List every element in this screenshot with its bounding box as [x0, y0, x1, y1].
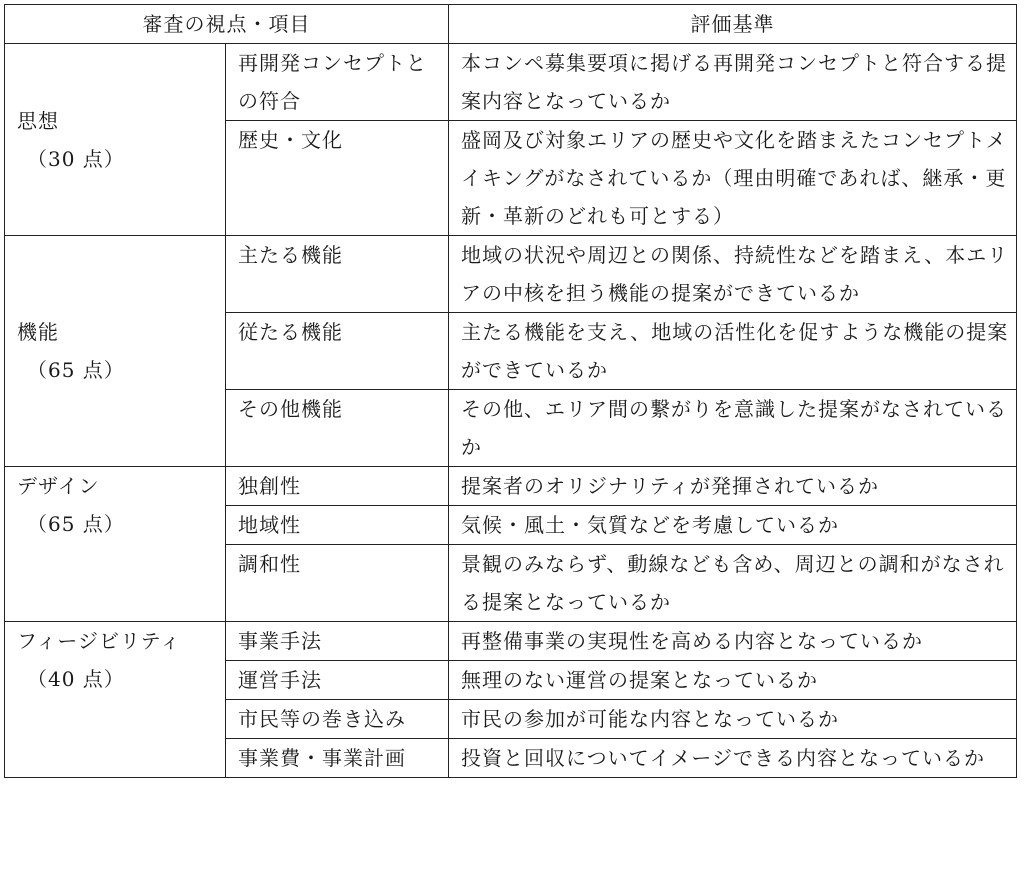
category-cell: [5, 467, 226, 622]
item-cell: 主たる機能: [226, 236, 449, 313]
category-points: （65 点）: [27, 512, 125, 536]
criteria-cell: 地域の状況や周辺との関係、持続性などを踏まえ、本エリアの中核を担う機能の提案ができているか: [449, 236, 1017, 313]
item-cell: 市民等の巻き込み: [226, 700, 449, 739]
category-cell: [5, 44, 226, 236]
category-cell: [5, 622, 226, 778]
table-row: [5, 44, 1017, 121]
category-points: （65 点）: [27, 358, 125, 382]
item-cell: 独創性: [226, 467, 449, 506]
item-cell: 事業手法: [226, 622, 449, 661]
item-cell: 調和性: [226, 545, 449, 622]
header-criteria: 評価基準: [449, 5, 1017, 44]
criteria-cell: 主たる機能を支え、地域の活性化を促すような機能の提案ができているか: [449, 313, 1017, 390]
category-cell: [5, 236, 226, 467]
evaluation-criteria-table: [4, 4, 1017, 778]
header-perspective: 審査の視点・項目: [5, 5, 449, 44]
category-points: （40 点）: [27, 667, 125, 691]
item-cell: 地域性: [226, 506, 449, 545]
item-cell: 従たる機能: [226, 313, 449, 390]
criteria-cell: 本コンペ募集要項に掲げる再開発コンセプトと符合する提案内容となっているか: [449, 44, 1017, 121]
criteria-cell: 再整備事業の実現性を高める内容となっているか: [449, 622, 1017, 661]
criteria-cell: 景観のみならず、動線なども含め、周辺との調和がなされる提案となっているか: [449, 545, 1017, 622]
table-row: [5, 622, 1017, 661]
header-row: [5, 5, 1017, 44]
item-cell: 歴史・文化: [226, 121, 449, 236]
category-name: 機能: [17, 320, 59, 344]
table-body: [5, 44, 1017, 778]
table-row: [5, 467, 1017, 506]
criteria-cell: 市民の参加が可能な内容となっているか: [449, 700, 1017, 739]
criteria-cell: 投資と回収についてイメージできる内容となっているか: [449, 739, 1017, 778]
table-row: [5, 236, 1017, 313]
category-name: フィージビリティ: [17, 629, 181, 653]
criteria-cell: その他、エリア間の繋がりを意識した提案がなされているか: [449, 390, 1017, 467]
item-cell: 再開発コンセプトとの符合: [226, 44, 449, 121]
criteria-cell: 無理のない運営の提案となっているか: [449, 661, 1017, 700]
category-name: 思想: [17, 108, 59, 133]
category-name: デザイン: [17, 474, 100, 498]
criteria-cell: 盛岡及び対象エリアの歴史や文化を踏まえたコンセプトメイキングがなされているか（理由明確であれば、継承・更新・革新のどれも可とする）: [449, 121, 1017, 236]
criteria-cell: 気候・風土・気質などを考慮しているか: [449, 506, 1017, 545]
category-points: （30 点）: [27, 146, 125, 171]
item-cell: 事業費・事業計画: [226, 739, 449, 778]
item-cell: 運営手法: [226, 661, 449, 700]
item-cell: その他機能: [226, 390, 449, 467]
criteria-cell: 提案者のオリジナリティが発揮されているか: [449, 467, 1017, 506]
